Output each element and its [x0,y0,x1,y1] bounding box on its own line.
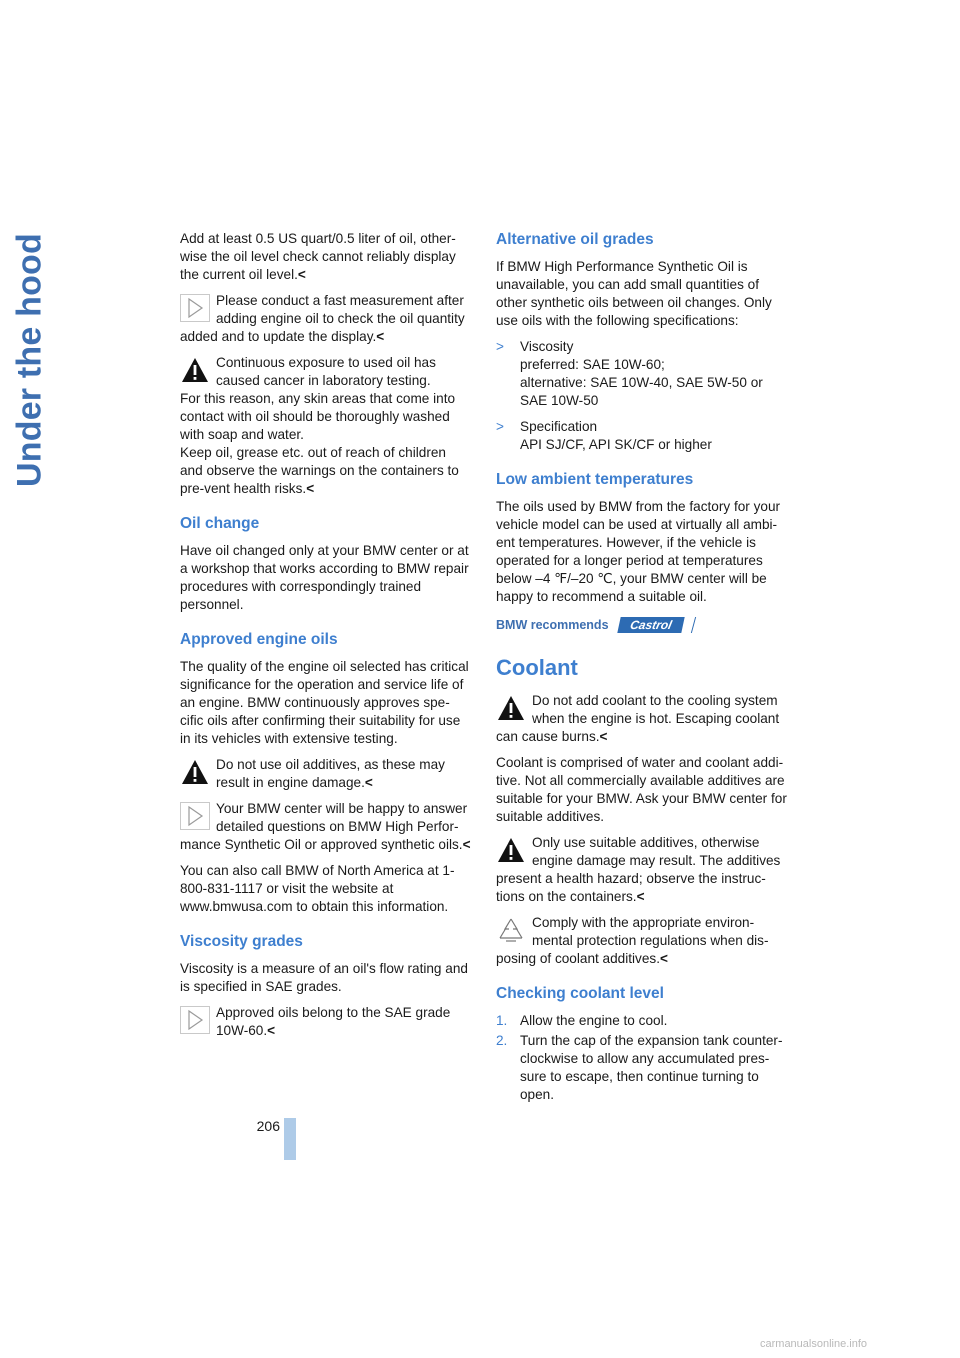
oil-change-paragraph: Have oil changed only at your BMW center or at a workshop that works according to BMW repair procedures with correspondingly trained personnel. [180,543,469,612]
castrol-logo-slash [682,617,695,633]
low-temperatures-paragraph: The oils used by BMW from the factory for your vehicle model can be used at virtually all ambi-ent temperatures. However, if the vehicle is operated for a longer period at temperatures below –4 ℉/–20 ℃, your BMW center will be happy to recommend a suitable oil. [496,499,781,604]
heading-coolant: Coolant [496,655,578,680]
warning-used-oil: Continuous exposure to used oil has caused cancer in laboratory testing. For this reason, any skin areas that come into contact with oil should be thoroughly washed with soap and water. Keep oil, grease etc. out of reach of children and observe the warnings on the containers to pre-vent health risks.< [180,355,459,496]
end-marker: < [297,267,306,282]
alternative-oils-paragraph: If BMW High Performance Synthetic Oil is unavailable, you can add small quantities of other synthetic oils between oil changes. Only use oils with the following specifications: [496,259,772,328]
approved-oils-paragraph: The quality of the engine oil selected has critical significance for the operation and service life of an engine. BMW continuously approves spe-cific oils after confirming their suitability for use in its vehicles with extensive testing. [180,659,469,746]
warning-triangle-icon [180,758,216,788]
note-arrow-icon [180,1006,216,1036]
bmw-recommends-castrol [496,614,788,636]
intro-paragraph: Add at least 0.5 US quart/0.5 liter of oil, other-wise the oil level check cannot reliably display the current oil level.< [180,231,456,282]
warning-suitable-additives: Only use suitable additives, otherwise engine damage may result. The additives present a health hazard; observe the instruc-tions on the containers.< [496,835,781,904]
side-chapter-title-text: Under the hood [10,233,49,487]
spec-list [496,338,788,454]
note-arrow-icon [180,802,216,832]
heading-checking-coolant: Checking coolant level [496,985,664,1002]
viscosity-paragraph: Viscosity is a measure of an oil's flow rating and is specified in SAE grades. [180,961,468,994]
coolant-steps [496,1012,788,1104]
list-item: > Viscosity preferred: SAE 10W-60; alternative: SAE 10W-40, SAE 5W-50 or SAE 10W-50 [496,339,763,408]
coolant-paragraph: Coolant is comprised of water and coolant addi-tive. Not all commercially available additives are suitable for your BMW. Ask your BMW center for suitable additives. [496,755,787,824]
note-bmw-center: Your BMW center will be happy to answer detailed questions on BMW High Perfor-mance Synthetic Oil or approved synthetic oils.< [180,801,471,852]
heading-viscosity: Viscosity grades [180,933,303,950]
page-number: 206 [256,1118,280,1134]
list-item: > Specification API SJ/CF, API SK/CF or higher [496,419,712,452]
call-bmw-paragraph: You can also call BMW of North America at 1-800-831-1117 or visit the website at www.bmwusa.com to obtain this information. [180,863,455,914]
warning-triangle-icon [496,836,532,866]
side-chapter-title [0,230,60,490]
list-item: 2. Turn the cap of the expansion tank counter-clockwise to allow any accumulated pres-sure to escape, then continue turning to open. [496,1033,783,1102]
watermark: carmanualsonline.info [760,1338,868,1350]
recycle-icon [496,916,532,946]
heading-oil-change: Oil change [180,515,260,532]
list-item: 1. Allow the engine to cool. [496,1013,668,1028]
note-arrow-icon [180,294,216,324]
note-environmental: Comply with the appropriate environ-mental protection regulations when dis-posing of coolant additives.< [496,915,769,966]
right-column [496,230,788,1106]
heading-approved-oils: Approved engine oils [180,631,338,648]
note-fast-measurement: Please conduct a fast measurement after adding engine oil to check the oil quantity added and to update the display.< [180,293,465,344]
page-number-bar [284,1118,296,1160]
warning-oil-additives: Do not use oil additives, as these may result in engine damage.< [180,756,472,792]
left-column [180,230,472,1048]
warning-triangle-icon [180,356,216,386]
castrol-logo: Castrol [617,617,684,633]
heading-low-temperatures: Low ambient temperatures [496,471,694,488]
warning-hot-coolant: Do not add coolant to the cooling system when the engine is hot. Escaping coolant can cause burns.< [496,693,780,744]
bmw-recommends-label: BMW recommends [496,618,609,632]
heading-alternative-oils: Alternative oil grades [496,231,654,248]
note-sae-grade: Approved oils belong to the SAE grade 10W-60.< [180,1004,472,1040]
warning-triangle-icon [496,694,532,724]
